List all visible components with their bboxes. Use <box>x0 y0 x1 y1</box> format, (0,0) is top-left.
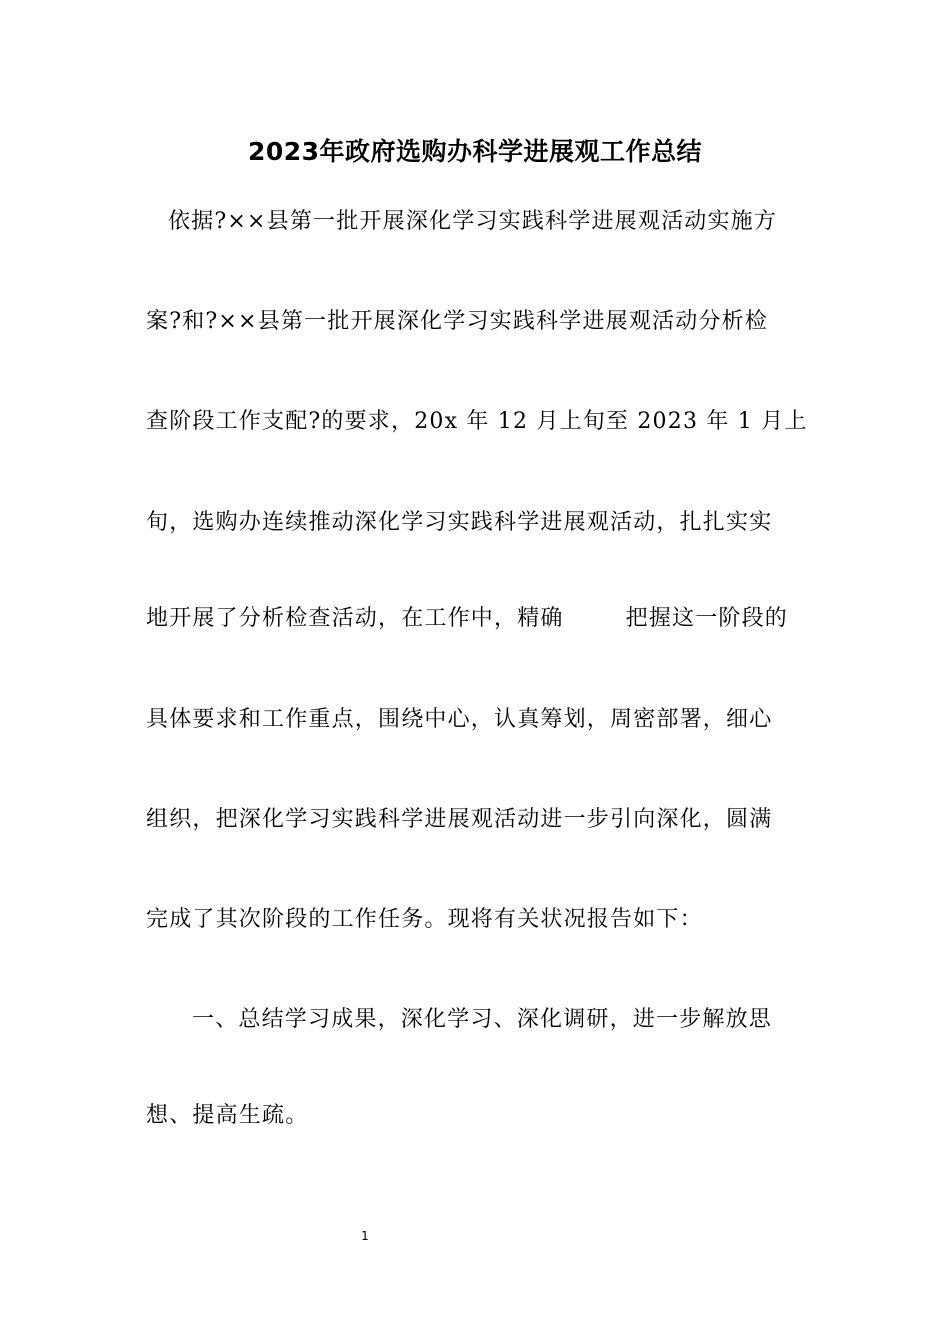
paragraph-line: 具体要求和工作重点，围绕中心，认真筹划，周密部署，细心 <box>146 707 773 732</box>
paragraph-line-part: 把握这一阶段的 <box>625 606 789 631</box>
paragraph-line: 旬，选购办连续推动深化学习实践科学进展观活动，扎扎实实 <box>146 510 773 535</box>
paragraph-line: 依据?××县第一批开展深化学习实践科学进展观活动实施方 <box>168 209 778 234</box>
page-number: 1 <box>361 1229 369 1243</box>
document-title: 2023年政府选购办科学进展观工作总结 <box>247 137 703 166</box>
paragraph-line: 组织，把深化学习实践科学进展观活动进一步引向深化，圆满 <box>146 807 773 832</box>
section-heading-line: 一、总结学习成果，深化学习、深化调研，进一步解放思 <box>192 1007 773 1032</box>
section-heading-line: 想、提高生疏。 <box>146 1103 309 1128</box>
paragraph-line: 案?和?××县第一批开展深化学习实践科学进展观活动分析检 <box>146 309 769 334</box>
paragraph-line-part: 地开展了分析检查活动，在工作中，精确 <box>146 606 564 631</box>
paragraph-line: 查阶段工作支配?的要求，20x 年 12 月上旬至 2023 年 1 月上 <box>146 409 808 434</box>
paragraph-line: 完成了其次阶段的工作任务。现将有关状况报告如下： <box>146 907 703 932</box>
paragraph-line <box>146 599 810 639</box>
